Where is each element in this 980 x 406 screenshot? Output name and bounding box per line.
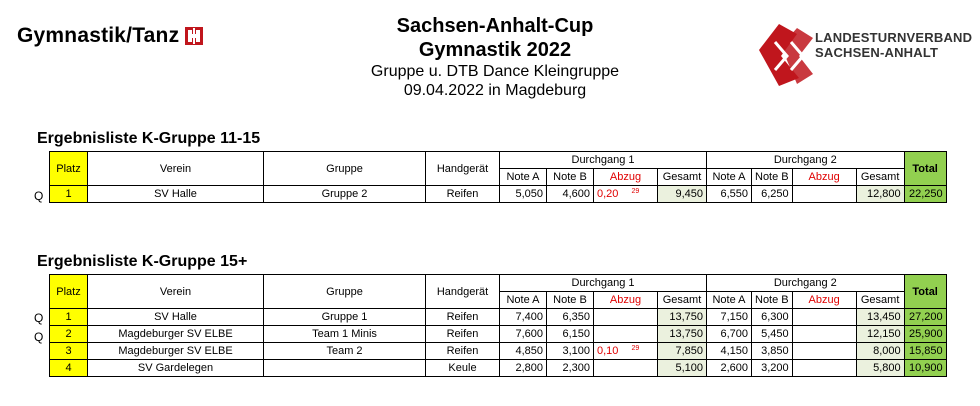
d2-abzug-cell — [792, 186, 856, 203]
d1-note-a-cell: 4,850 — [500, 343, 547, 360]
table-row — [50, 360, 947, 377]
abzug-value: 0,20 — [597, 188, 619, 200]
event-subtitle: Gruppe u. DTB Dance Kleingruppe — [370, 63, 620, 80]
platz-cell: 3 — [50, 343, 88, 360]
verein-cell: SV Halle — [88, 186, 264, 203]
col-abzug: Abzug — [792, 292, 856, 309]
col-abzug: Abzug — [792, 169, 856, 186]
d2-gesamt-cell: 12,150 — [856, 326, 904, 343]
section-title-k-gruppe-11-15: Ergebnisliste K-Gruppe 11-15 — [37, 130, 261, 147]
col-total: Total — [904, 152, 946, 186]
col-note-b: Note B — [547, 169, 594, 186]
col-abzug: Abzug — [594, 292, 658, 309]
verein-cell: Magdeburger SV ELBE — [88, 326, 264, 343]
d1-note-a-cell: 7,400 — [500, 309, 547, 326]
platz-cell: 2 — [50, 326, 88, 343]
col-platz: Platz — [50, 152, 88, 186]
landesturnverband-logo — [757, 20, 972, 90]
table-row — [50, 326, 947, 343]
col-note-b: Note B — [547, 292, 594, 309]
platz-cell: 1 — [50, 186, 88, 203]
ltv-emblem-icon — [757, 20, 817, 90]
platz-cell: 1 — [50, 309, 88, 326]
d1-abzug-cell — [594, 326, 658, 343]
total-cell: 15,850 — [904, 343, 946, 360]
results-table-15-plus — [49, 274, 947, 377]
d2-note-a-cell: 6,700 — [707, 326, 752, 343]
d2-note-b-cell: 5,450 — [752, 326, 793, 343]
d2-note-a-cell: 6,550 — [707, 186, 752, 203]
col-note-a: Note A — [707, 292, 752, 309]
table-header-row — [50, 275, 947, 292]
gruppe-cell: Team 1 Minis — [264, 326, 426, 343]
col-gesamt: Gesamt — [856, 292, 904, 309]
col-handgeraet: Handgerät — [426, 152, 500, 186]
d2-gesamt-cell: 13,450 — [856, 309, 904, 326]
d1-note-b-cell: 6,350 — [547, 309, 594, 326]
d2-gesamt-cell: 8,000 — [856, 343, 904, 360]
col-note-a: Note A — [500, 292, 547, 309]
col-durchgang2: Durchgang 2 — [707, 152, 905, 169]
d2-note-a-cell: 2,600 — [707, 360, 752, 377]
col-durchgang2: Durchgang 2 — [707, 275, 905, 292]
platz-cell: 4 — [50, 360, 88, 377]
col-total: Total — [904, 275, 946, 309]
col-gruppe: Gruppe — [264, 275, 426, 309]
verein-cell: Magdeburger SV ELBE — [88, 343, 264, 360]
col-durchgang1: Durchgang 1 — [500, 275, 707, 292]
total-cell: 25,900 — [904, 326, 946, 343]
d2-note-b-cell: 6,250 — [752, 186, 793, 203]
col-gesamt: Gesamt — [856, 169, 904, 186]
dtb-cross-icon — [185, 27, 203, 45]
total-cell: 10,900 — [904, 360, 946, 377]
gruppe-cell: Team 2 — [264, 343, 426, 360]
d1-gesamt-cell: 13,750 — [658, 326, 707, 343]
abzug-code: 29 — [631, 345, 640, 352]
section-title-k-gruppe-15-plus: Ergebnisliste K-Gruppe 15+ — [37, 253, 248, 270]
qualified-marker: Q — [34, 330, 44, 344]
d1-abzug-cell — [594, 360, 658, 377]
total-cell: 27,200 — [904, 309, 946, 326]
col-note-b: Note B — [752, 292, 793, 309]
event-date: 09.04.2022 in Magdeburg — [403, 82, 587, 99]
gymnastik-tanz-logo — [17, 24, 203, 48]
d1-gesamt-cell: 13,750 — [658, 309, 707, 326]
abzug-value: 0,10 — [597, 345, 619, 357]
geraet-cell: Reifen — [426, 309, 500, 326]
d2-abzug-cell — [792, 360, 856, 377]
table-header-row — [50, 152, 947, 169]
d1-note-b-cell: 2,300 — [547, 360, 594, 377]
event-header — [330, 14, 660, 100]
d1-note-a-cell: 2,800 — [500, 360, 547, 377]
col-gesamt: Gesamt — [658, 292, 707, 309]
event-title-year: Gymnastik 2022 — [418, 39, 572, 61]
d1-note-b-cell: 6,150 — [547, 326, 594, 343]
ltv-name-line2: SACHSEN-ANHALT — [815, 45, 939, 60]
col-verein: Verein — [88, 152, 264, 186]
verein-cell: SV Halle — [88, 309, 264, 326]
d1-note-a-cell: 5,050 — [500, 186, 547, 203]
d1-abzug-cell — [594, 309, 658, 326]
d2-note-a-cell: 4,150 — [707, 343, 752, 360]
d1-abzug-cell — [594, 186, 658, 203]
d1-gesamt-cell: 9,450 — [658, 186, 707, 203]
d1-note-a-cell: 7,600 — [500, 326, 547, 343]
d1-gesamt-cell: 7,850 — [658, 343, 707, 360]
total-cell: 22,250 — [904, 186, 946, 203]
results-table-11-15 — [49, 151, 947, 203]
col-abzug: Abzug — [594, 169, 658, 186]
d1-note-b-cell: 4,600 — [547, 186, 594, 203]
col-durchgang1: Durchgang 1 — [500, 152, 707, 169]
d2-note-b-cell: 6,300 — [752, 309, 793, 326]
col-handgeraet: Handgerät — [426, 275, 500, 309]
col-note-b: Note B — [752, 169, 793, 186]
gruppe-cell: Gruppe 1 — [264, 309, 426, 326]
d1-abzug-cell — [594, 343, 658, 360]
col-gesamt: Gesamt — [658, 169, 707, 186]
gruppe-cell: Gruppe 2 — [264, 186, 426, 203]
verein-cell: SV Gardelegen — [88, 360, 264, 377]
geraet-cell: Reifen — [426, 186, 500, 203]
logo-text: Gymnastik/Tanz — [17, 24, 180, 47]
d2-note-b-cell: 3,200 — [752, 360, 793, 377]
col-gruppe: Gruppe — [264, 152, 426, 186]
event-title: Sachsen-Anhalt-Cup — [396, 15, 594, 37]
col-note-a: Note A — [500, 169, 547, 186]
d2-abzug-cell — [792, 343, 856, 360]
ltv-name-line1: LANDESTURNVERBAND — [815, 30, 973, 45]
col-note-a: Note A — [707, 169, 752, 186]
geraet-cell: Keule — [426, 360, 500, 377]
col-verein: Verein — [88, 275, 264, 309]
gruppe-cell — [264, 360, 426, 377]
d2-abzug-cell — [792, 309, 856, 326]
d2-gesamt-cell: 5,800 — [856, 360, 904, 377]
table-row — [50, 343, 947, 360]
qualified-marker: Q — [34, 189, 44, 203]
d2-gesamt-cell: 12,800 — [856, 186, 904, 203]
table-row — [50, 186, 947, 203]
geraet-cell: Reifen — [426, 326, 500, 343]
d2-abzug-cell — [792, 326, 856, 343]
qualified-marker: Q — [34, 311, 44, 325]
abzug-code: 29 — [631, 188, 640, 195]
table-row — [50, 309, 947, 326]
geraet-cell: Reifen — [426, 343, 500, 360]
col-platz: Platz — [50, 275, 88, 309]
d2-note-a-cell: 7,150 — [707, 309, 752, 326]
d2-note-b-cell: 3,850 — [752, 343, 793, 360]
d1-gesamt-cell: 5,100 — [658, 360, 707, 377]
d1-note-b-cell: 3,100 — [547, 343, 594, 360]
